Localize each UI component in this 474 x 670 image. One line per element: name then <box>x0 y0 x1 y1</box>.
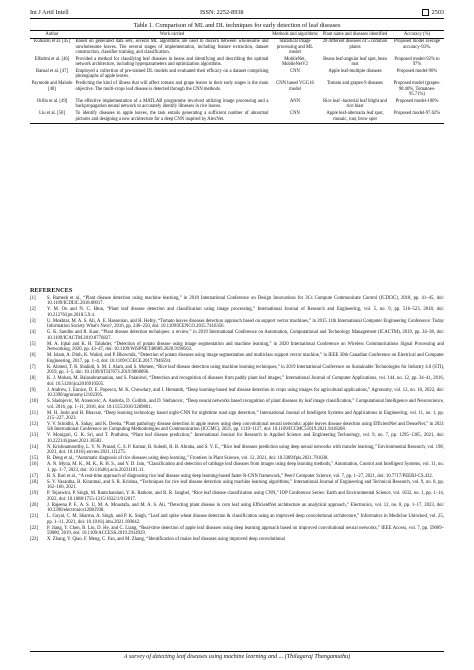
cell-author: Elfatimi et al. [46] <box>34 56 70 62</box>
reference-text: A. N. Myna, M. K., M. K., R. H. S., and Y. D. Jain, “Classification and detection of cabbage leaf diseases from images using deep learning methods,” Automation, Control and Intelligent Systems, vol. 11, no. 1, pp. 1–7, 2023, doi: 10.11648/j.acis.20231101.11. <box>47 462 444 473</box>
page-header <box>30 6 444 18</box>
cell-methods: ANN <box>289 98 301 104</box>
table-row <box>30 110 444 123</box>
cell-work: Provided a method for classifying leaf diseases in beans and identifying and describing the optimal network architecture, including hyperparameters and optimization algorithms. <box>75 56 269 68</box>
table-caption: Table 1. Comparison of ML and DL techniques for early detection of leaf diseases <box>133 22 341 29</box>
cell-work: To identify diseases in apple leaves, the task entails generating a sufficient number of abnormal pictures and designing a new architecture for a deep CNN inspired by AlexNet. <box>75 111 269 122</box>
reference-item <box>30 296 444 307</box>
reference-number: [1] <box>30 296 36 301</box>
reference-text: N. Krishnamoorthy, L. V. N. Prasad, C. S. P. Kumar, B. Subedi, H. B. Abraha, and S. V. E., “Rice leaf diseases prediction using deep neural networks with transfer learning,” Environmental Research, vol. 198, 2021, doi: 10.1016/j.envres.2021.111275. <box>47 444 444 456</box>
cell-plant: Apple leaf-multiple diseases <box>328 68 382 74</box>
reference-text: K. J. Mohan, M. Balasubramanian, and S. Palanivel, “Detection and recognition of diseases from paddy plant leaf images,” International Journal of Computer Applications, vol. 144, no. 12, pp. 34–41, 2016, doi: 10.5120/ijca2016910505. <box>47 376 444 387</box>
reference-item <box>30 514 444 525</box>
reference-item <box>30 399 444 410</box>
reference-item <box>30 456 444 461</box>
reference-number: [21] <box>30 514 38 520</box>
reference-item <box>30 319 444 330</box>
reference-number: [11] <box>30 410 38 416</box>
reference-item <box>30 307 444 318</box>
reference-number: [10] <box>30 399 38 405</box>
reference-number: [12] <box>30 421 38 427</box>
cell-plant: 20 different diseases of 5 common plants <box>322 39 388 50</box>
references-heading: REFERENCES <box>30 287 73 294</box>
reference-number: [4] <box>30 330 36 336</box>
reference-number: [7] <box>30 364 36 370</box>
reference-number: [2] <box>30 307 36 313</box>
page-number-group <box>422 9 444 16</box>
reference-item <box>30 503 444 514</box>
reference-text: P. Jiang, Y. Chen, B. Liu, D. He, and C. Liang, “Real-time detection of apple leaf diseases using deep learning approach based on improved convolutional neural networks,” IEEE Access, vol. 7, pp. 59069–59080, 2019, doi: 10.1109/ACCESS.2019.2914929. <box>47 525 444 537</box>
cell-work: The effective implementation of a MATLAB programme involved utilizing image processing and a backpropagation neural network to accurately identify illnesses in rice leaves. <box>75 98 269 110</box>
reference-text: J. Rajeena P. F., A. S. U, M. A. Moustafa, and M. A. S. Ali, “Detecting plant disease in corn leaf using EfficientNet architecture an analytical approach,” Electronics, vol. 12, no. 8, pp. 1–17, 2023, doi: 10.3390/electronics12081938. <box>47 502 444 514</box>
reference-item <box>30 388 444 399</box>
cell-methods: CNN <box>290 68 300 74</box>
cell-author: Bansal et al. [47] <box>35 68 69 74</box>
col-header-accuracy: Accuracy (%) <box>390 31 444 39</box>
reference-text: M. A. Iqbal and K. H. Talukder, “Detection of potato disease using image segmentation and machine learning,” in 2020 International Conference on Wireless Communications Signal Processing and Networking, 2020, pp. 43–47, doi: 10.1109/WiSPNET48689.2020.9198563. <box>47 341 444 353</box>
cell-accuracy: Proposed model average accuracy-93%. <box>393 39 441 50</box>
reference-number: [17] <box>30 473 38 479</box>
reference-item <box>30 526 444 537</box>
reference-text: U. Mokhtar, M. A. S. Ali, A. E. Hassenian, and H. Hefny, “Tomato leaves diseases detection approach based on support vector machines,” in 2015 11th International Computer Engineering Conference: Today Information Society What's Next?, 2016, pp. 246–250, doi: 10.1109/ICENCO.2015.7416356. <box>47 318 444 330</box>
col-header-methods: Methods and algorithms <box>270 31 320 39</box>
reference-item <box>30 376 444 387</box>
reference-item <box>30 330 444 341</box>
table-row <box>30 98 444 110</box>
reference-text: R. Deng et al., “Automatic diagnosis of rice diseases using deep learning,” Frontiers in Plant Science, vol. 12, 2021, doi: 10.3389/fpls.2021.701038. <box>47 456 329 462</box>
cell-author: Kulkarni et al. [45] <box>34 39 70 45</box>
reference-number: [16] <box>30 462 38 468</box>
page-number: 2503 <box>431 8 444 16</box>
reference-text: M. H. Joshi and H. Bhavsar, “Deep learning technology based night-CNN for nighttime road sign detection,” International Journal of Intelligent Systems and Applications in Engineering, vol. 11, no. 1, pp. 215–227, 2023. <box>47 410 444 421</box>
reference-number: [14] <box>30 444 38 450</box>
reference-item <box>30 342 444 353</box>
reference-text: X. Zhang, Y. Qiao, F. Meng, C. Fan, and M. Zhang, “Identification of maize leaf diseases using improved deep convolutional <box>47 537 285 543</box>
col-header-work: Work carried <box>74 31 270 39</box>
cell-methods: MobileNet, MobileNetV2 <box>281 56 309 68</box>
journal-name: Int J Artif Intell <box>30 8 69 16</box>
footer-rule <box>30 651 444 652</box>
table-row <box>30 81 444 99</box>
reference-item <box>30 433 444 444</box>
reference-text: V. V. Srinidhi, A. Sahay, and K. Deeba, “Plant pathology disease detection in apple leaves using deep convolutional neural networks: apple leaves disease detection using EfficientNet and DenseNet,” in 2021 5th International Conference on Computing Methodologies and Communication (ICCMC), 2021, pp. 1119–1127, doi: 10.1109/ICCMC51019.2021.9418268. <box>47 421 444 433</box>
reference-text: S. V. Vasantha, B. Kiranmai, and S. R. Krishna, “Techniques for rice leaf disease detection using machine learning algorithms,” International Journal of Engineering and Technical Research, vol. 9, no. 8, pp. 162–166, 2021. <box>47 479 444 491</box>
cell-author: Orillo et al. [49] <box>36 98 68 104</box>
cell-plant: Tomato and grapes-9 diseases <box>326 81 384 87</box>
cell-plant: Apple leaf-alternaria leaf spot, mosaic, rust, brow spot <box>320 110 390 123</box>
reference-item <box>30 537 444 542</box>
reference-item <box>30 474 444 479</box>
reference-number: [15] <box>30 456 38 462</box>
reference-number: [3] <box>30 318 36 324</box>
cell-author: Paymode and Malode [48] <box>31 81 73 92</box>
header-rule <box>30 18 444 19</box>
table-row <box>30 68 444 80</box>
comparison-table <box>30 30 444 124</box>
cell-accuracy: Proposed model (grapes-98.40%, Tomatoes-95.71%) <box>393 81 441 98</box>
reference-number: [18] <box>30 479 38 485</box>
cell-accuracy: Proposed model-92% to 97% <box>394 56 440 68</box>
cell-methods: CNN <box>270 110 320 123</box>
reference-item <box>30 480 444 491</box>
reference-item <box>30 445 444 456</box>
reference-number: [22] <box>30 525 38 531</box>
col-header-author: Author <box>30 31 74 39</box>
cell-work: Employed a collection of pre-trained DL models and evaluated their efficacy on a dataset comprising photographs of apple leaves. <box>75 68 269 80</box>
reference-text: S. Sladojevic, M. Arsenovic, A. Anderla, D. Culibrk, and D. Stefanovic, “Deep neural networks based recognition of plant diseases by leaf image classification,” Computational Intelligence and Neuroscience, vol. 2016, pp. 1–11, 2016, doi: 10.1155/2016/3289801. <box>47 399 444 410</box>
table-row <box>30 38 444 56</box>
page-footer: A survey of detecting leaf diseases using machine learning and ... (Thilagaraj Thangamuthu) <box>123 654 351 660</box>
reference-number: [13] <box>30 433 38 439</box>
cell-accuracy: Proposed model-100% <box>395 98 439 104</box>
col-header-plant: Plant name and diseases identified <box>320 31 390 39</box>
references-list <box>30 296 444 543</box>
reference-text: S. Ramesh et al., “Plant disease detection using machine learning,” in 2018 International Conference on Design Innovations for 3Cs Compute Communicate Control (ICDI3C), 2018, pp. 41–45, doi: 10.1109/ICDI3C.2018.00017. <box>47 296 444 307</box>
cell-methods: CNN based VGG16 model <box>276 81 314 92</box>
cell-accuracy: Proposed model-90% <box>396 68 438 74</box>
reference-item <box>30 462 444 473</box>
reference-item <box>30 411 444 422</box>
box-icon <box>422 9 429 16</box>
reference-text: P. Tejaswini, P. Singh, M. Ramchandani, Y. K. Rathore, and R. R. Janghel, “Rice leaf disease classification using CNN,” IOP Conference Series: Earth and Environmental Science, vol. 1032, no. 1, pp. 1–14, 2022, doi: 10.1088/1755-1315/1032/1/012017. <box>47 491 444 502</box>
reference-item <box>30 353 444 364</box>
reference-text: M. Islam, A. Dinh, K. Wahid, and P. Bhowmik, “Detection of potato diseases using image segmentation and multiclass support vector machine,” in IEEE 30th Canadian Conference on Electrical and Computer Engineering, 2017, pp. 1–4, doi: 10.1109/CCECE.2017.7946594. <box>47 353 444 364</box>
reference-text: B. S. Bari et al., “A real-time approach of diagnosing rice leaf disease using deep learning-based faster R-CNN framework,” PeerJ Computer Science, vol. 7, pp. 1–27, 2021, doi: 10.7717/PEERJ-CS.432. <box>47 473 433 479</box>
reference-item <box>30 365 444 376</box>
issn: ISSN: 2252-8938 <box>200 8 244 16</box>
reference-text: L. Goyal, C. M. Sharma, A. Singh, and P. K. Singh, “Leaf and spike wheat disease detection & classification using an improved deep convolutional architecture,” Informatics in Medicine Unlocked, vol. 25, pp. 1–11, 2021, doi: 10.1016/j.imu.2021.100642. <box>47 514 444 525</box>
reference-number: [19] <box>30 491 38 497</box>
reference-text: V. Monigari, G. K. Sri, and T. Prathima, “Plant leaf disease prediction,” International Journal for Research in Applied Science and Engineering Technology, vol. 9, no. 7, pp. 1295–1305, 2021, doi: 10.22214/ijraset.2021.36582. <box>47 433 444 444</box>
cell-plant: Beans leaf-angular leaf spot, bean rust <box>323 56 387 68</box>
cell-accuracy: Proposed model-97.62% <box>390 110 444 123</box>
reference-item <box>30 491 444 502</box>
table-header-row <box>30 31 444 39</box>
reference-text: Y. M. Oo and N. C. Htun, “Plant leaf disease detection and classification using image processing,” International Journal of Research and Engineering, vol. 5, no. 9, pp. 516–523, 2018, doi: 10.21276/ijre.2018.5.9.4. <box>47 307 444 318</box>
cell-plant: Rice leaf -bacterial leaf blight and rice blast <box>323 98 387 110</box>
reference-number: [9] <box>30 387 36 393</box>
cell-work: Predicting the kind of illness that will affect tomato and grape leaves in their early stages is the main objective. The multi-crops leaf disease is detected through the CNN methods. <box>75 81 269 92</box>
reference-number: [23] <box>30 537 38 543</box>
reference-text: G. K. Sandhu and R. Kaur, “Plant disease detection techniques: a review,” in 2019 International Conference on Automation, Computational and Technology Management (ICACTM), 2019, pp. 34–38, doi: 10.1109/ICACTM.2019.8776827. <box>47 330 444 341</box>
cell-author: Liu et al. [50] <box>30 110 74 123</box>
cell-methods: Statistical image processing and ML model <box>276 39 314 56</box>
reference-number: [20] <box>30 502 38 508</box>
cell-work: Based on generated data sets, several ML algorithms are used to discern between wholesome and unwholesome leaves. The several stages of implementation, including feature extraction, dataset construction, classifier training, and classification. <box>75 39 269 56</box>
table-row <box>30 56 444 68</box>
reference-item <box>30 422 444 433</box>
reference-number: [8] <box>30 376 36 382</box>
reference-text: K. Ahmed, T. R. Shahidi, S. M. I. Alam, and S. Momen, “Rice leaf disease detection using machine learning techniques,” in 2019 International Conference on Sustainable Technologies for Industry 4.0 (STI), 2019, pp. 1–5, doi: 10.1109/STI47673.2019.9068096. <box>47 364 444 376</box>
reference-number: [6] <box>30 353 36 359</box>
reference-number: [5] <box>30 341 36 347</box>
reference-text: J. Andrew, J. Eunice, D. E. Popescu, M. K. Chowdary, and J. Hemanth, “Deep learning-based leaf disease detection in crops using images for agricultural applications,” Agronomy, vol. 12, no. 10, 2022, doi: 10.3390/agronomy12102395. <box>47 387 444 399</box>
